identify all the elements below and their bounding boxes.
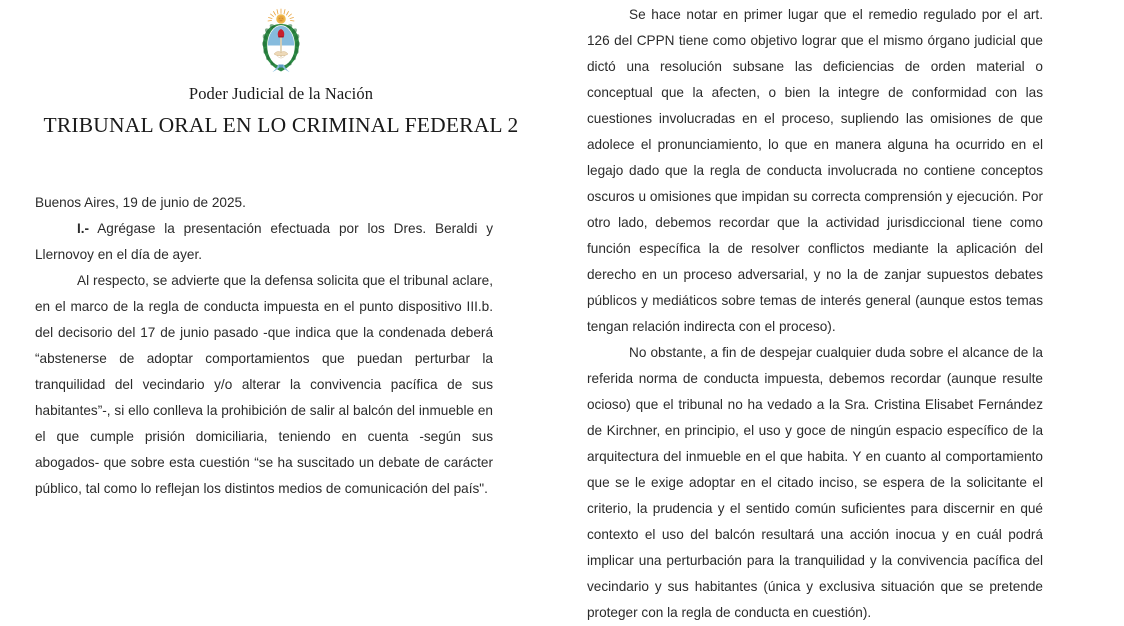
right-column-body: [587, 2, 1043, 626]
paragraph-three: Se hace notar en primer lugar que el remedio regulado por el art. 126 del CPPN tiene como objetivo lograr que el mismo órgano judicial que dictó una resolución subsane las deficiencias de orden material o conceptual que la afecten, o bien la integre de conformidad con las cuestiones involucradas en el proceso, supliendo las omisiones de que adolece el pronunciamiento, lo que en manera alguna ha ocurrido en el legajo dado que la regla de conducta involucrada no contiene conceptos oscuros u omisiones que impidan su correcta comprensión y ejecución. Por otro lado, debemos recordar que la actividad jurisdiccional tiene como función específica la de resolver conflictos mediante la aplicación del derecho en un proceso adversarial, y no la de zanjar supuestos debates públicos y mediáticos sobre temas de interés general (aunque estos temas tengan relación indirecta con el proceso).: [587, 7, 1043, 334]
document-masthead: [0, 0, 562, 138]
court-title: TRIBUNAL ORAL EN LO CRIMINAL FEDERAL 2: [43, 113, 519, 137]
place-and-date: Buenos Aires, 19 de junio de 2025.: [35, 195, 246, 210]
left-column: [0, 0, 562, 496]
paragraph-one: [35, 216, 493, 268]
paragraph-one-text: Agrégase la presentación efectuada por los Dres. Beraldi y Llernovoy en el día de ayer.: [35, 221, 493, 262]
organization-title: Poder Judicial de la Nación: [188, 84, 374, 103]
argentine-coat-of-arms-icon: [255, 6, 307, 78]
left-column-body: [35, 190, 493, 502]
right-column: [562, 0, 1124, 620]
paragraph-four: No obstante, a fin de despejar cualquier duda sobre el alcance de la referida norma de conducta impuesta, debemos recordar (aunque resulte ocioso) que el tribunal no ha vedado a la Sra. Cristina Elisabet Fernández de Kirchner, en principio, el uso y goce de ningún espacio específico de la arquitectura del inmueble en el que habita. Y en cuanto al comportamiento que se le exige adoptar en el citado inciso, se espera de la solicitante el criterio, la prudencia y el sentido común suficientes para discernir en qué contexto el uso del balcón resultará una acción inocua y en cuál podrá implicar una perturbación para la tranquilidad y la convivencia pacífica del vecindario y sus habitantes (única y exclusiva situación que se pretende proteger con la regla de conducta en cuestión).: [587, 345, 1043, 620]
paragraph-one-label: I.-: [77, 221, 90, 236]
paragraph-two: Al respecto, se advierte que la defensa solicita que el tribunal aclare, en el marco de la regla de conducta impuesta en el punto dispositivo III.b. del decisorio del 17 de junio pasado -que indica que la condenada deberá “abstenerse de adoptar comportamientos que puedan perturbar la tranquilidad del vecindario y/o alterar la convivencia pacífica de sus habitantes”-, si ello conlleva la prohibición de salir al balcón del inmueble en el que cumple prisión domiciliaria, teniendo en cuenta -según sus abogados- que sobre esta cuestión “se ha suscitado un debate de carácter público, tal como lo reflejan los distintos medios de comunicación del país".: [35, 273, 493, 496]
